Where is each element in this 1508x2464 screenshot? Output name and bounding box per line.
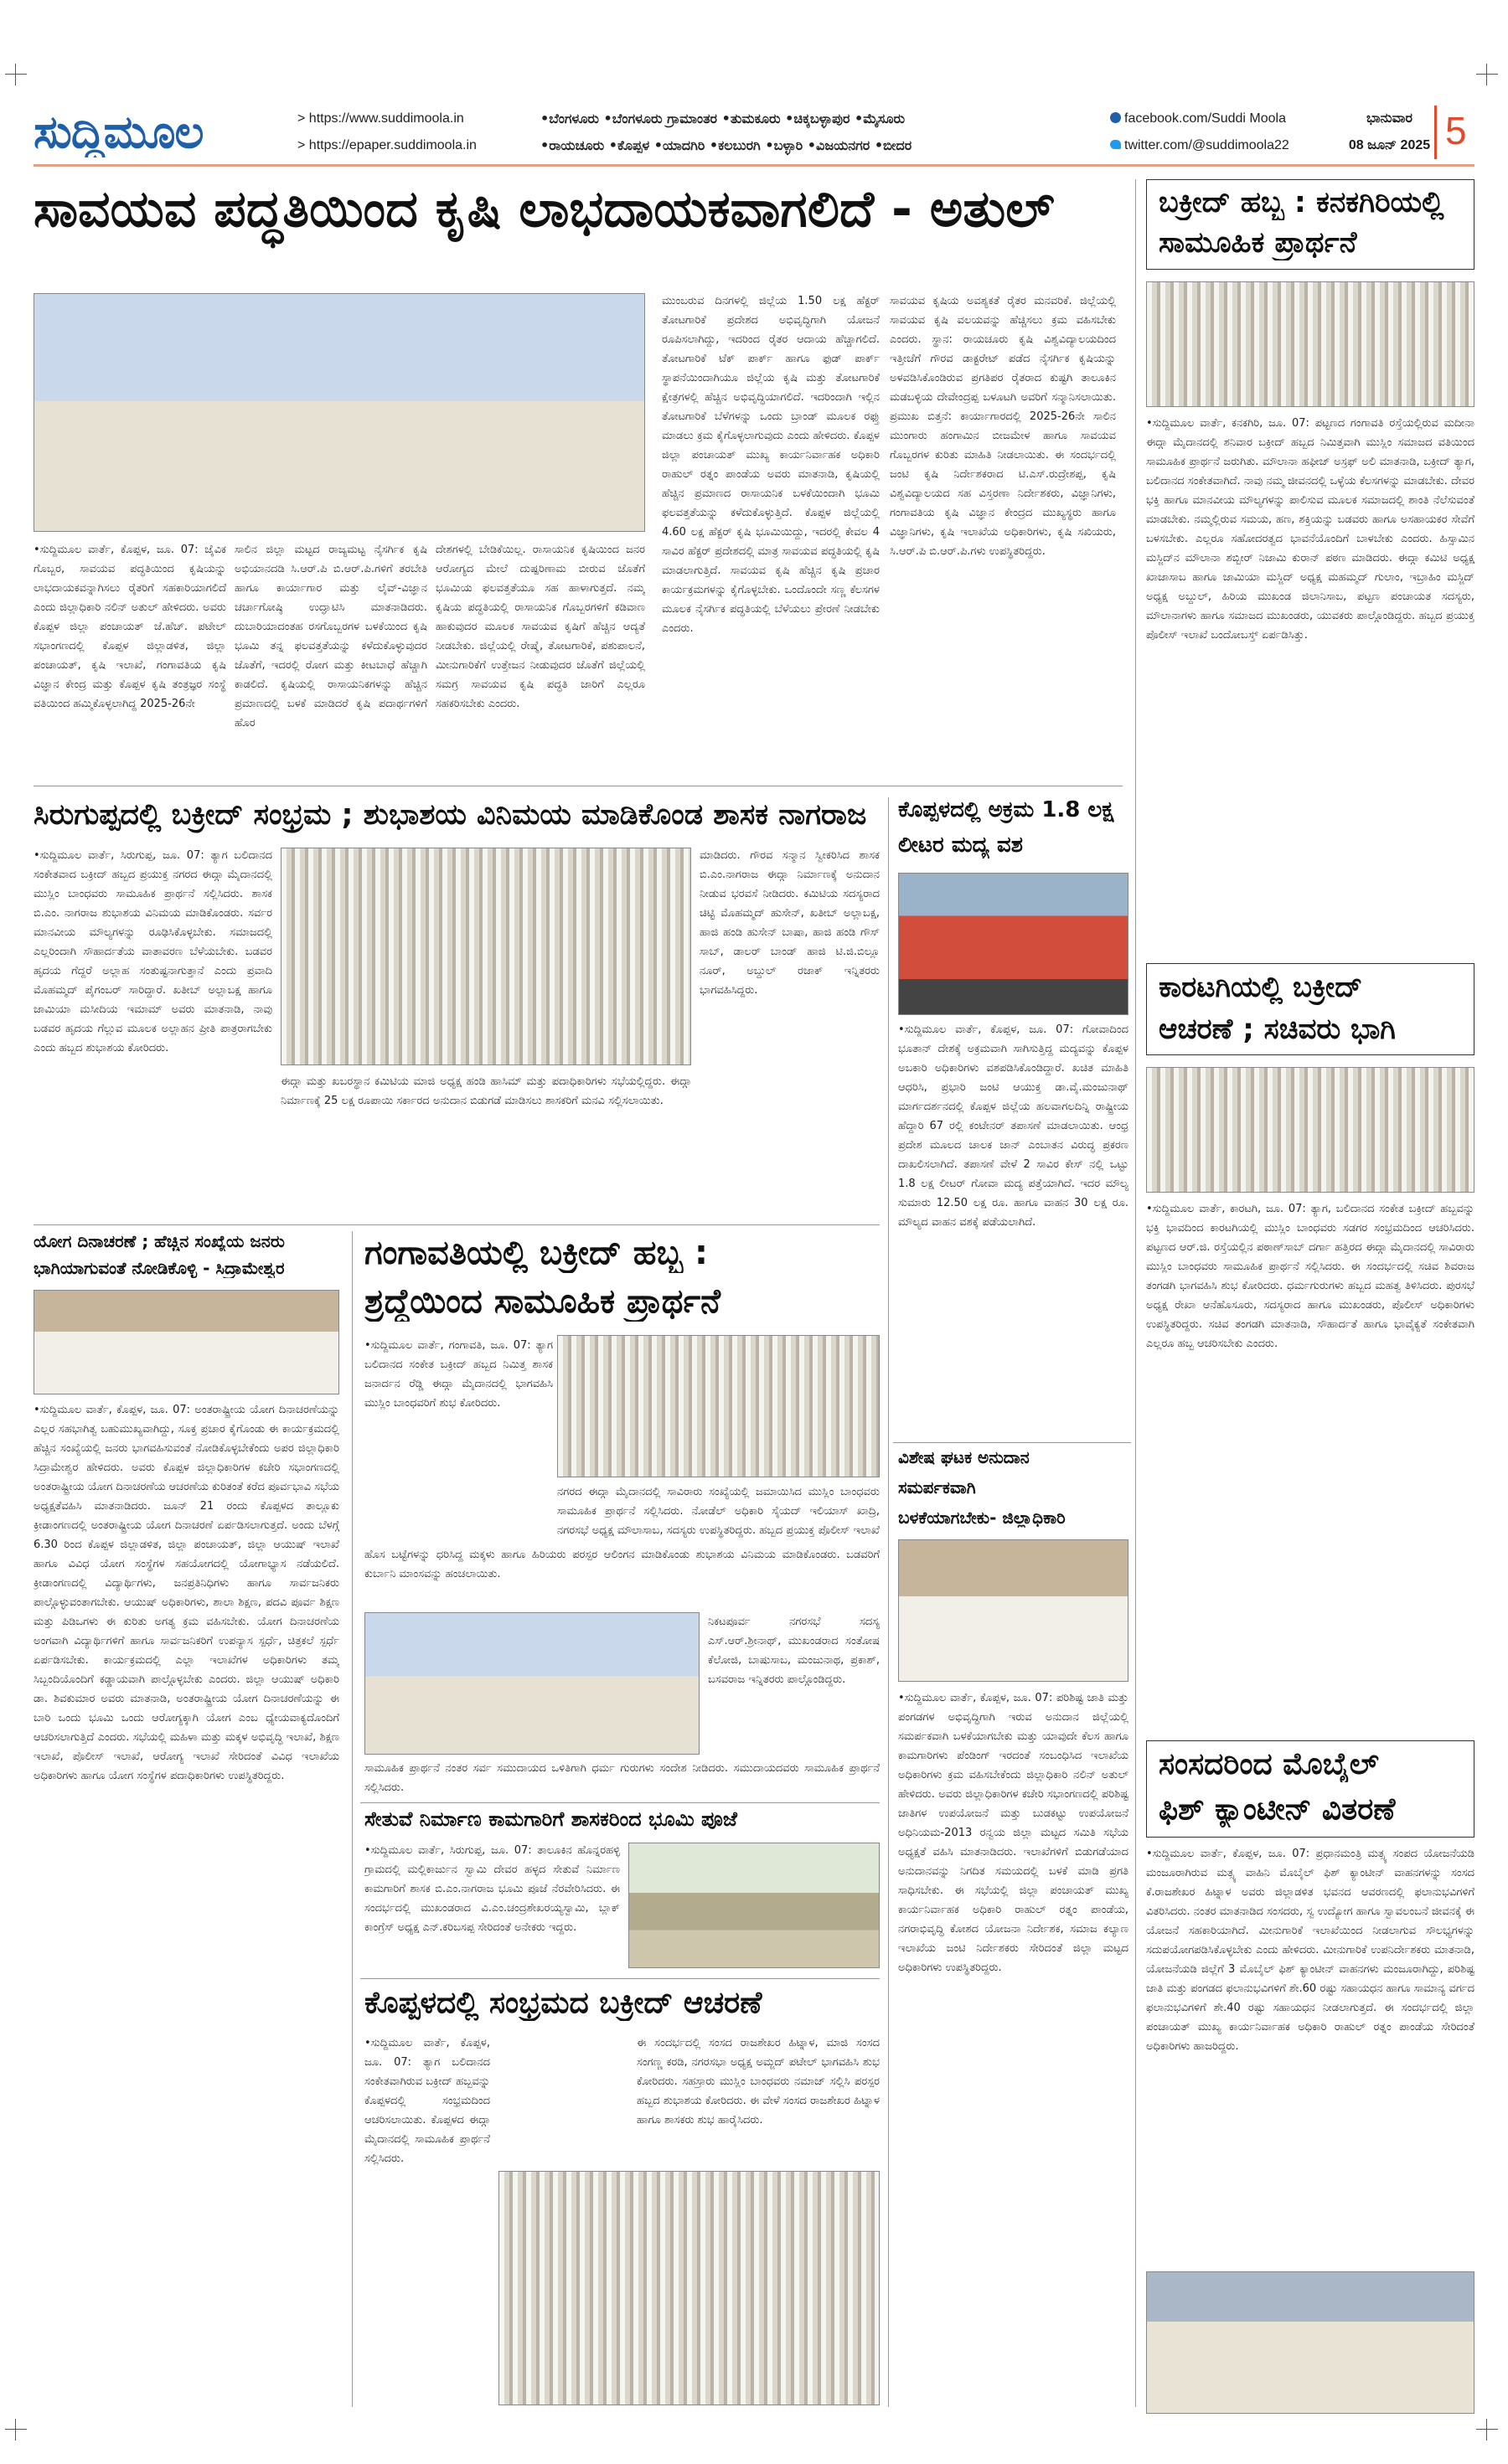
sansad-headline-box — [1146, 1740, 1474, 1838]
gangavathi-col-3: ಹೊಸ ಬಟ್ಟೆಗಳನ್ನು ಧರಿಸಿದ್ದ ಮಕ್ಕಳು ಹಾಗೂ ಹಿರಿಯರು ಪರಸ್ಪರ ಆಲಿಂಗನ ಮಾಡಿಕೊಂಡು ಶುಭಾಶಯ ವಿನಿಮಯ ಮಾಡಿಕೊಂಡರು. ಬಡವರಿಗೆ ಕುರ್ಬಾನಿ ಮಾಂಸವನ್ನು ಹಂಚಲಾಯಿತು. — [364, 1549, 880, 1580]
city-editions-row: •ರಾಯಚೂರು •ಕೊಪ್ಪಳ •ಯಾದಗಿರಿ •ಕಲಬುರಗಿ •ಬಳ್ಳಾರಿ •ವಿಜಯನಗರ •ಬೀದರ — [540, 137, 912, 153]
gangavathi-headline-2: ಶ್ರದ್ಧೆಯಿಂದ ಸಾಮೂಹಿಕ ಪ್ರಾರ್ಥನೆ — [364, 1282, 720, 1321]
gangavathi-photo-2 — [364, 1612, 700, 1755]
koppal-bakrid-headline: ಕೊಪ್ಪಳದಲ್ಲಿ ಸಂಭ್ರಮದ ಬಕ್ರೀದ್ ಆಚರಣೆ — [364, 1986, 762, 2020]
crop-mark-top-right — [1476, 64, 1498, 85]
city-editions-row: •ಬೆಂಗಳೂರು •ಬೆಂಗಳೂರು ಗ್ರಾಮಾಂತರ •ತುಮಕೂರು •ಚಿಕ್ಕಬಳ್ಳಾಪುರ •ಮೈಸೂರು — [540, 111, 906, 126]
sansad-headline: ಸಂಸದರಿಂದ ಮೊಬೈಲ್ — [1159, 1747, 1379, 1781]
issue-day: ಭಾನುವಾರ — [1366, 111, 1412, 126]
liquor-truck-photo — [898, 873, 1128, 1015]
kanakagiri-headline-box — [1146, 179, 1474, 270]
column-divider — [888, 797, 889, 2407]
issue-date-text: 08 ಜೂನ್ 2025 — [1348, 138, 1431, 152]
crop-mark-bottom-right — [1476, 2419, 1498, 2441]
vishesh-headline-3: ಬಳಕೆಯಾಗಬೇಕು- ಜಿಲ್ಲಾಧಿಕಾರಿ — [898, 1508, 1066, 1528]
page-number: 5 — [1445, 109, 1467, 152]
city-editions — [540, 106, 1077, 159]
divider — [34, 1224, 880, 1225]
newspaper-logo[interactable]: ಸುದ್ದಿಮೂಲ — [34, 107, 204, 157]
kanakagiri-body: •ಸುದ್ದಿಮೂಲ ವಾರ್ತೆ, ಕನಕಗಿರಿ, ಜೂ. 07: ಪಟ್ಟಣದ ಗಂಗಾವತಿ ರಸ್ತೆಯಲ್ಲಿರುವ ಮದೀನಾ ಈದ್ಗಾ ಮೈದಾನದಲ್ಲಿ ಶನಿವಾರ ಬಕ್ರೀದ್ ಹಬ್ಬದ ನಿಮಿತ್ತವಾಗಿ ಮುಸ್ಲಿಂ ಸಮಾಜದ ವತಿಯಿಂದ ಸಾಮೂಹಿಕ ಪ್ರಾರ್ಥನೆ ಜರುಗಿತು. ಮೌಲಾನಾ ಹಫೀಜ್ ಅಸ್ರಫ್ ಅಲಿ ಮಾತನಾಡಿ, ಬಕ್ರೀದ್ ತ್ಯಾಗ, ಬಲಿದಾನದ ಸಂಕೇತವಾಗಿದೆ. ನಾವು ನಮ್ಮ ಜೀವನದಲ್ಲಿ ಒಳ್ಳೆಯ ಕೆಲಸಗಳನ್ನು ಮಾಡಬೇಕು. ದೇವರ ಭಕ್ತಿ ಹಾಗೂ ಮಾನವೀಯ ಮೌಲ್ಯಗಳನ್ನು ಪಾಲಿಸುವ ಮೂಲಕ ಸಮಾಜದಲ್ಲಿ ಶಾಂತಿ ನೆಲೆಸುವಂತೆ ಮಾಡಬೇಕು. ನಮ್ಮಲ್ಲಿರುವ ಸಮಯ, ಹಣ, ಶಕ್ತಿಯನ್ನು ಬಡವರು ಹಾಗೂ ಅಸಹಾಯಕರ ಸೇವೆಗೆ ಬಳಸಬೇಕು. ಎಲ್ಲರೂ ಸಹೋದರತ್ವದ ಭಾವನೆಯೊಂದಿಗೆ ಬಾಳಬೇಕು ಎಂದರು. ಹಿಸ್ಸಾಮಿನ ಮಸ್ಜಿದ್‌ನ ಮೌಲಾನಾ ಶಬ್ಬೀರ್ ನಿಜಾಮಿ ಕುರಾನ್ ಪಠಣ ಮಾಡಿದರು. ಈದ್ಗಾ ಕಮಿಟಿ ಅಧ್ಯಕ್ಷ ಖಾಜಾಸಾಬ ಹಾಗೂ ಜಾಮಿಯಾ ಮಸ್ಜಿದ್ ಅಧ್ಯಕ್ಷ ಮಹಮ್ಮದ್ ಗುಲಾಂ, ಇಬ್ರಾಹಿಂ ಮಸ್ಜಿದ್ ಅಧ್ಯಕ್ಷ ಅಬ್ದುಲ್, ಹಿರಿಯ ಮುಖಂಡ ಜಿಲಾನಿಸಾಬ, ಪಟ್ಟಣ ಪಂಚಾಯತ ಸದಸ್ಯರು, ಮೌಲಾನಾಗಳು ಹಾಗೂ ಸಮಾಜದ ಮುಖಂಡರು, ಯುವಕರು ಪಾಲ್ಗೊಂಡಿದ್ದರು. ಹಬ್ಬದ ಪ್ರಯುಕ್ತ ಪೊಲೀಸ್ ಇಲಾಖೆ ಬಂದೋಬಸ್ತ್ ಏರ್ಪಡಿಸಿತ್ತು. — [1146, 417, 1474, 642]
yoga-headline: ಯೋಗ ದಿನಾಚರಣೆ ; ಹೆಚ್ಚಿನ ಸಂಖ್ಯೆಯ ಜನರು — [34, 1231, 285, 1251]
setuve-body: •ಸುದ್ದಿಮೂಲ ವಾರ್ತೆ, ಸಿರುಗುಪ್ಪ, ಜೂ. 07: ತಾಲೂಕಿನ ಹೊನ್ನರಹಳ್ಳಿ ಗ್ರಾಮದಲ್ಲಿ ಮಲ್ಲಿಕಾರ್ಜುನ ಸ್ವಾಮಿ ದೇವರ ಹಳ್ಳದ ಸೇತುವೆ ನಿರ್ಮಾಣ ಕಾಮಗಾರಿಗೆ ಶಾಸಕ ಬಿ.ಎಂ.ನಾಗರಾಜ ಭೂಮಿ ಪೂಜೆ ನೆರವೇರಿಸಿದರು. ಈ ಸಂದರ್ಭದಲ್ಲಿ ಮುಖಂಡರಾದ ವಿ.ಎಂ.ಚಂದ್ರಶೇಖರಯ್ಯಸ್ವಾಮಿ, ಬ್ಲಾಕ್ ಕಾಂಗ್ರೆಸ್ ಅಧ್ಯಕ್ಷ ಎನ್.ಕರಿಬಸಪ್ಪ ಸೇರಿದಂತೆ ಅನೇಕರು ಇದ್ದರು. — [364, 1844, 620, 1934]
main-col-3: ದೇಶಗಳಲ್ಲಿ ಬೇಡಿಕೆಯಿಲ್ಲ. ರಾಸಾಯನಿಕ ಕೃಷಿಯಿಂದ ಜನರ ಆರೋಗ್ಯದ ಮೇಲೆ ದುಷ್ಪರಿಣಾಮ ಬೀರುವ ಜೊತೆಗೆ ಭೂಮಿಯ ಫಲವತ್ತತೆಯೂ ಸಹ ಹಾಳಾಗುತ್ತದೆ. ನಮ್ಮ ಕೃಷಿಯ ಪದ್ಧತಿಯಲ್ಲಿ ರಾಸಾಯನಿಕ ಗೊಬ್ಬರಗಳಿಗೆ ಕಡಿವಾಣ ಹಾಕುವುದರ ಮೂಲಕ ಸಾವಯವ ಕೃಷಿಗೆ ಹೆಚ್ಚಿನ ಆದ್ಯತೆ ನೀಡಬೇಕು. ಜಿಲ್ಲೆಯಲ್ಲಿ ರೇಷ್ಮೆ, ತೋಟಗಾರಿಕೆ, ಪಶುಪಾಲನೆ, ಮೀನುಗಾರಿಕೆಗೆ ಉತ್ತೇಜನ ನೀಡುವುದರ ಜೊತೆಗೆ ಜಿಲ್ಲೆಯಲ್ಲಿ ಸಮಗ್ರ ಸಾವಯವ ಕೃಷಿ ಪದ್ಧತಿ ಜಾರಿಗೆ ಎಲ್ಲರೂ ಸಹಕರಿಸಬೇಕು ಎಂದರು. — [436, 544, 645, 710]
facebook-icon — [1110, 112, 1121, 123]
sansad-photo — [1146, 2271, 1474, 2414]
kanakagiri-headline: ಬಕ್ರೀದ್ ಹಬ್ಬ : ಕನಕಗಿರಿಯಲ್ಲಿ — [1159, 186, 1444, 219]
yoga-photo — [34, 1290, 339, 1394]
website-links — [297, 106, 549, 159]
liquor-headline-2: ಲೀಟರ ಮದ್ಯ ವಶ — [898, 833, 1023, 858]
divider — [893, 1442, 1131, 1443]
gangavathi-col-5: ಸಾಮೂಹಿಕ ಪ್ರಾರ್ಥನೆ ನಂತರ ಸರ್ವ ಸಮುದಾಯದ ಒಳಿತಿಗಾಗಿ ಧರ್ಮ ಗುರುಗಳು ಸಂದೇಶ ನೀಡಿದರು. ಸಮುದಾಯದವರು ಸಾಮೂಹಿಕ ಪ್ರಾರ್ಥನೆ ಸಲ್ಲಿಸಿದರು. — [364, 1762, 880, 1794]
masthead-rule — [34, 164, 1474, 167]
crop-mark-bottom-left — [5, 2419, 27, 2441]
gangavathi-col-1: •ಸುದ್ದಿಮೂಲ ವಾರ್ತೆ, ಗಂಗಾವತಿ, ಜೂ. 07: ತ್ಯಾಗ ಬಲಿದಾನದ ಸಂಕೇತ ಬಕ್ರೀದ್ ಹಬ್ಬದ ನಿಮಿತ್ತ ಶಾಸಕ ಜನಾರ್ದನ ರೆಡ್ಡಿ ಈದ್ಗಾ ಮೈದಾನದಲ್ಲಿ ಭಾಗವಹಿಸಿ ಮುಸ್ಲಿಂ ಬಾಂಧವರಿಗೆ ಶುಭ ಕೋರಿದರು. — [364, 1339, 553, 1410]
epaper-link[interactable]: > https://epaper.suddimoola.in — [297, 138, 477, 152]
website-link[interactable]: > https://www.suddimoola.in — [297, 111, 464, 126]
gangavathi-photo-1 — [557, 1335, 880, 1477]
vishesh-body: •ಸುದ್ದಿಮೂಲ ವಾರ್ತೆ, ಕೊಪ್ಪಳ, ಜೂ. 07: ಪರಿಶಿಷ್ಟ ಜಾತಿ ಮತ್ತು ಪಂಗಡಗಳ ಅಭಿವೃದ್ಧಿಗಾಗಿ ಇರುವ ಅನುದಾನ ಜಿಲ್ಲೆಯಲ್ಲಿ ಸಮರ್ಪಕವಾಗಿ ಬಳಕೆಯಾಗಬೇಕು ಮತ್ತು ಯಾವುದೇ ಕೆಲಸ ಹಾಗೂ ಕಾಮಗಾರಿಗಳು ಪೆಂಡಿಂಗ್ ಇರದಂತೆ ಸಂಬಂಧಿಸಿದ ಇಲಾಖೆಯ ಅಧಿಕಾರಿಗಳು ಕ್ರಮ ವಹಿಸಬೇಕೆಂದು ಜಿಲ್ಲಾಧಿಕಾರಿ ನಲಿನ್ ಅತುಲ್ ಹೇಳಿದರು. ಅವರು ಜಿಲ್ಲಾಧಿಕಾರಿಗಳ ಕಚೇರಿ ಸಭಾಂಗಣದಲ್ಲಿ ಪರಿಶಿಷ್ಟ ಜಾತಿಗಳ ಉಪಯೋಜನೆ ಮತ್ತು ಬುಡಕಟ್ಟು ಉಪಯೋಜನೆ ಅಧಿನಿಯಮ-2013 ರನ್ವಯ ಜಿಲ್ಲಾ ಮಟ್ಟದ ಸಮಿತಿ ಸಭೆಯ ಅಧ್ಯಕ್ಷತೆ ವಹಿಸಿ ಮಾತನಾಡಿದರು. ಇಲಾಖೆಗಳಿಗೆ ಬಿಡುಗಡೆಯಾದ ಅನುದಾನವನ್ನು ನಿಗದಿತ ಸಮಯದಲ್ಲಿ ಬಳಕೆ ಮಾಡಿ ಪ್ರಗತಿ ಸಾಧಿಸಬೇಕು. ಈ ಸಭೆಯಲ್ಲಿ ಜಿಲ್ಲಾ ಪಂಚಾಯತ್ ಮುಖ್ಯ ಕಾರ್ಯನಿರ್ವಾಹಕ ಅಧಿಕಾರಿ ರಾಹುಲ್ ರತ್ನಂ ಪಾಂಡೆಯ, ನಗರಾಭಿವೃದ್ಧಿ ಕೋಶದ ಯೋಜನಾ ನಿರ್ದೇಶಕ, ಸಮಾಜ ಕಲ್ಯಾಣ ಇಲಾಖೆಯ ಜಂಟಿ ನಿರ್ದೇಶಕರು ಸೇರಿದಂತೆ ಜಿಲ್ಲಾ ಮಟ್ಟದ ಅಧಿಕಾರಿಗಳು ಉಪಸ್ಥಿತರಿದ್ದರು. — [898, 1692, 1128, 1974]
siruguppa-col-3: ಮಾಡಿದರು. ಗೌರವ ಸನ್ಮಾನ ಸ್ವೀಕರಿಸಿದ ಶಾಸಕ ಬಿ.ಎಂ.ನಾಗರಾಜ ಈದ್ಗಾ ನಿರ್ಮಾಣಕ್ಕೆ ಅನುದಾನ ನೀಡುವ ಭರವಸೆ ನೀಡಿದರು. ಕಮಿಟಿಯ ಸದಸ್ಯರಾದ ಚಿಟ್ಟಿ ಮೊಹಮ್ಮದ್ ಹುಸೇನ್, ಖತೀಬ್ ಅಲ್ಲಾಬಕ್ಷ, ಹಾಜಿ ಹಂಡಿ ಹುಸೇನ್ ಬಾಷಾ, ಹಾಜಿ ಹಂಡಿ ಗೌಸ್ ಸಾಬ್, ಡಾಲರ್ ಬಾಂಡ್ ಹಾಜಿ ಟಿ.ಜಿ.ಬಿಲ್ಲೂ ನೂರ್, ಅಬ್ದುಲ್ ರಜಾಕ್ ಇನ್ನಿತರರು ಭಾಗವಹಿಸಿದ್ದರು. — [700, 849, 880, 997]
main-col-2: ಸಾಲಿನ ಜಿಲ್ಲಾ ಮಟ್ಟದ ರಾಜ್ಯಮಟ್ಟ ನೈಸರ್ಗಿಕ ಕೃಷಿ ಅಭಿಯಾನದಡಿ ಸಿ.ಆರ್.ಪಿ ಬಿ.ಆರ್.ಪಿ.ಗಳಿಗೆ ತರಬೇತಿ ಹಾಗೂ ಕಾರ್ಯಾಗಾರ ಮತ್ತು ಲೈವ್-ವಿಜ್ಞಾನ ಚರ್ಚಾಗೋಷ್ಠಿ ಉದ್ಘಾಟಿಸಿ ಮಾತನಾಡಿದರು. ದುಬಾರಿಯಾದಂತಹ ರಸಗೊಬ್ಬರಗಳ ಬಳಕೆಯಿಂದ ಕೃಷಿ ಭೂಮಿ ತನ್ನ ಫಲವತ್ತತೆಯನ್ನು ಕಳೆದುಕೊಳ್ಳುವುದರ ಜೊತೆಗೆ, ಇದರಲ್ಲಿ ರೋಗ ಮತ್ತು ಕೀಟಬಾಧೆ ಹೆಚ್ಚಾಗಿ ಕಾಡಲಿದೆ. ಕೃಷಿಯಲ್ಲಿ ರಾಸಾಯನಿಕಗಳನ್ನು ಹೆಚ್ಚಿನ ಪ್ರಮಾಣದಲ್ಲಿ ಬಳಕೆ ಮಾಡಿದರೆ ಕೃಷಿ ಪದಾರ್ಥಗಳಿಗೆ ಹೊರ — [235, 544, 427, 729]
karatagi-headline-box — [1146, 963, 1474, 1055]
liquor-body: •ಸುದ್ದಿಮೂಲ ವಾರ್ತೆ, ಕೊಪ್ಪಳ, ಜೂ. 07: ಗೋವಾದಿಂದ ಭೂತಾನ್ ದೇಶಕ್ಕೆ ಅಕ್ರಮವಾಗಿ ಸಾಗಿಸುತ್ತಿದ್ದ ಮದ್ಯವನ್ನು ಕೊಪ್ಪಳ ಅಬಕಾರಿ ಅಧಿಕಾರಿಗಳು ವಶಪಡಿಸಿಕೊಂಡಿದ್ದಾರೆ. ಖಚಿತ ಮಾಹಿತಿ ಆಧರಿಸಿ, ಪ್ರಭಾರಿ ಜಂಟಿ ಆಯುಕ್ತ ಡಾ.ವೈ.ಮಂಜುನಾಥ್ ಮಾರ್ಗದರ್ಶನದಲ್ಲಿ ಕೊಪ್ಪಳ ಜಿಲ್ಲೆಯ ಹಲವಾಗಲದಿನ್ನಿ ರಾಷ್ಟ್ರೀಯ ಹೆದ್ದಾರಿ 67 ರಲ್ಲಿ ಕಂಟೇನರ್ ತಪಾಸಣೆ ಮಾಡಲಾಯಿತು. ಆಂಧ್ರ ಪ್ರದೇಶ ಮೂಲದ ಚಾಲಕ ಜಾನ್ ಎಂಬಾತನ ವಿರುದ್ಧ ಪ್ರಕರಣ ದಾಖಲಿಸಲಾಗಿದೆ. ತಪಾಸಣೆ ವೇಳೆ 2 ಸಾವಿರ ಕೇಸ್ ನಲ್ಲಿ ಒಟ್ಟು 1.8 ಲಕ್ಷ ಲೀಟರ್ ಗೋವಾ ಮದ್ಯ ಪತ್ತೆಯಾಗಿದೆ. ಇದರ ಮೌಲ್ಯ ಸುಮಾರು 12.50 ಲಕ್ಷ ರೂ. ಹಾಗೂ ವಾಹನ 30 ಲಕ್ಷ ರೂ. ಮೌಲ್ಯದ ವಾಹನ ವಶಕ್ಕೆ ಪಡೆಯಲಾಗಿದೆ. — [898, 1023, 1128, 1229]
vishesh-headline: ವಿಶೇಷ ಘಟಕ ಅನುದಾನ — [898, 1447, 1030, 1467]
divider — [360, 1978, 880, 1979]
main-col-4: ಮುಂಬರುವ ದಿನಗಳಲ್ಲಿ ಜಿಲ್ಲೆಯ 1.50 ಲಕ್ಷ ಹೆಕ್ಟರ್ ತೋಟಗಾರಿಕೆ ಪ್ರದೇಶದ ಅಭಿವೃದ್ಧಿಗಾಗಿ ಯೋಜನೆ ರೂಪಿಸಲಾಗಿದ್ದು, ಇದರಿಂದ ರೈತರ ಆದಾಯ ಹೆಚ್ಚಾಗಲಿದೆ. ತೋಟಗಾರಿಕೆ ಟೆಕ್ ಪಾರ್ಕ್ ಹಾಗೂ ಫುಡ್ ಪಾರ್ಕ್ ಸ್ಥಾಪನೆಯಿಂದಾಗಿಯೂ ಜಿಲ್ಲೆಯ ಕೃಷಿ ಮತ್ತು ತೋಟಗಾರಿಕೆ ಕ್ಷೇತ್ರಗಳಲ್ಲಿ ಹೆಚ್ಚಿನ ಅಭಿವೃದ್ಧಿಯಾಗಲಿದೆ. ಇದರಿಂದಾಗಿ ಇಲ್ಲಿನ ತೋಟಗಾರಿಕೆ ಬೆಳೆಗಳನ್ನು ಒಂದು ಬ್ರಾಂಡ್ ಮೂಲಕ ರಫ್ತು ಮಾಡಲು ಕ್ರಮ ಕೈಗೊಳ್ಳಲಾಗುವುದು ಎಂದು ಹೇಳಿದರು. ಕೊಪ್ಪಳ ಜಿಲ್ಲಾ ಪಂಚಾಯತ್ ಮುಖ್ಯ ಕಾರ್ಯನಿರ್ವಾಹಕ ಅಧಿಕಾರಿ ರಾಹುಲ್ ರತ್ನಂ ಪಾಂಡೆಯ ಅವರು ಮಾತನಾಡಿ, ಕೃಷಿಯಲ್ಲಿ ಹೆಚ್ಚಿನ ಪ್ರಮಾಣದ ರಾಸಾಯನಿಕ ಬಳಕೆಯಿಂದಾಗಿ ಭೂಮಿ ಫಲವತ್ತತೆಯನ್ನು ಕಳೆದುಕೊಳ್ಳುತ್ತಿದೆ. ಕೊಪ್ಪಳ ಜಿಲ್ಲೆಯಲ್ಲಿ 4.60 ಲಕ್ಷ ಹೆಕ್ಟರ್ ಕೃಷಿ ಭೂಮಿಯಿದ್ದು, ಇದರಲ್ಲಿ ಕೇವಲ 4 ಸಾವಿರ ಹೆಕ್ಟರ್ ಪ್ರದೇಶದಲ್ಲಿ ಮಾತ್ರ ಸಾವಯವ ಪದ್ಧತಿಯಲ್ಲಿ ಕೃಷಿ ಮಾಡಲಾಗುತ್ತಿದೆ. ಸಾವಯವ ಕೃಷಿ ಹೆಚ್ಚಿನ ಕೃಷಿ ಪ್ರಚಾರ ಕಾರ್ಯಕ್ರಮಗಳನ್ನು ಕೈಗೊಳ್ಳಬೇಕು. ಒಂದೊಂದೇ ಸಣ್ಣ ಕೆಲಸಗಳ ಮೂಲಕ ನೈಸರ್ಗಿಕ ಪದ್ಧತಿಯಲ್ಲಿ ಬೆಳೆಯಲು ಪ್ರೇರಣೆ ನೀಡಬೇಕು ಎಂದರು. — [662, 295, 880, 635]
main-headline: ಸಾವಯವ ಪದ್ಧತಿಯಿಂದ ಕೃಷಿ ಲಾಭದಾಯಕವಾಗಲಿದೆ - ಅತುಲ್ — [34, 180, 1055, 239]
liquor-headline: ಕೊಪ್ಪಳದಲ್ಲಿ ಅಕ್ರಮ 1.8 ಲಕ್ಷ — [898, 797, 1114, 822]
gangavathi-headline: ಗಂಗಾವತಿಯಲ್ಲಿ ಬಕ್ರೀದ್ ಹಬ್ಬ : — [364, 1234, 709, 1272]
siruguppa-col-1: •ಸುದ್ದಿಮೂಲ ವಾರ್ತೆ, ಸಿರುಗುಪ್ಪ, ಜೂ. 07: ತ್ಯಾಗ ಬಲಿದಾನದ ಸಂಕೇತವಾದ ಬಕ್ರೀದ್ ಹಬ್ಬದ ಪ್ರಯುಕ್ತ ನಗರದ ಈದ್ಗಾ ಮೈದಾನದಲ್ಲಿ ಮುಸ್ಲಿಂ ಬಾಂಧವರು ಸಾಮೂಹಿಕ ಪ್ರಾರ್ಥನೆ ಸಲ್ಲಿಸಿದರು. ಶಾಸಕ ಬಿ.ಎಂ. ನಾಗರಾಜ ಶುಭಾಶಯ ವಿನಿಮಯ ಮಾಡಿಕೊಂಡರು. ಸರ್ವರ ಮಾನವೀಯ ಮೌಲ್ಯಗಳನ್ನು ರೂಢಿಸಿಕೊಳ್ಳಬೇಕು. ಸಮಾಜದಲ್ಲಿ ಎಲ್ಲರಿಂದಾಗಿ ಸೌಹಾರ್ದತೆಯ ವಾತಾವರಣ ಬೆಳೆಯಬೇಕು. ಬಡವರ ಹೃದಯ ಗೆದ್ದರೆ ಅಲ್ಲಾಹ ಸಂತುಷ್ಟನಾಗುತ್ತಾನೆ ಎಂದು ಪ್ರವಾದಿ ಮೊಹಮ್ಮದ್ ಪೈಗಂಬರ್ ಸಾರಿದ್ದಾರೆ. ಖತೀಬ್ ಅಲ್ಲಾಬಕ್ಷ ಹಾಗೂ ಜಾಮಿಯಾ ಮಸೀದಿಯ ಇಮಾಮ್ ಅವರು ಮಾತನಾಡಿ, ನಾವು ಬಡವರ ಹೃದಯ ಗೆಲ್ಲುವ ಮೂಲಕ ಅಲ್ಲಾಹನ ಪ್ರೀತಿ ಪಾತ್ರರಾಗಬೇಕು ಎಂದು ಹಬ್ಬದ ಶುಭಾಶಯ ಕೋರಿದರು. — [34, 849, 272, 1054]
twitter-link[interactable]: twitter.com/@suddimoola22 — [1124, 138, 1289, 152]
siruguppa-photo — [281, 848, 691, 1065]
koppal-bakrid-photo — [498, 2171, 880, 2405]
yoga-body: •ಸುದ್ದಿಮೂಲ ವಾರ್ತೆ, ಕೊಪ್ಪಳ, ಜೂ. 07: ಅಂತರಾಷ್ಟ್ರೀಯ ಯೋಗ ದಿನಾಚರಣೆಯನ್ನು ಎಲ್ಲರ ಸಹಭಾಗಿತ್ವ ಬಹುಮುಖ್ಯವಾಗಿದ್ದು, ಸೂಕ್ತ ಪ್ರಚಾರ ಕೈಗೊಂಡು ಈ ಕಾರ್ಯಕ್ರಮದಲ್ಲಿ ಹೆಚ್ಚಿನ ಸಂಖ್ಯೆಯಲ್ಲಿ ಜನರು ಭಾಗವಹಿಸುವಂತೆ ನೋಡಿಕೊಳ್ಳಬೇಕೆಂದು ಅಪರ ಜಿಲ್ಲಾಧಿಕಾರಿ ಸಿದ್ರಾಮೇಶ್ವರ ಹೇಳಿದರು. ಅವರು ಕೊಪ್ಪಳ ಜಿಲ್ಲಾಧಿಕಾರಿಗಳ ಕಚೇರಿ ಸಭಾಂಗಣದಲ್ಲಿ ಅಂತರಾಷ್ಟ್ರೀಯ ಯೋಗ ದಿನಾಚರಣೆಯ ಆಚರಣೆಯ ಕುರಿತಂತೆ ಕರೆದ ಪೂರ್ವಭಾವಿ ಸಭೆಯ ಅಧ್ಯಕ್ಷತೆವಹಿಸಿ ಮಾತನಾಡಿದರು. ಜೂನ್ 21 ರಂದು ಕೊಪ್ಪಳದ ತಾಲ್ಲೂಕು ಕ್ರೀಡಾಂಗಣದಲ್ಲಿ ಅಂತರಾಷ್ಟ್ರೀಯ ಯೋಗ ದಿನಾಚರಣೆ ಏರ್ಪಡಿಸಲಾಗುತ್ತದೆ. ಅಂದು ಬೆಳಗ್ಗೆ 6.30 ರಿಂದ ಕೊಪ್ಪಳ ಜಿಲ್ಲಾಡಳಿತ, ಜಿಲ್ಲಾ ಪಂಚಾಯತ್, ಜಿಲ್ಲಾ ಆಯುಷ್ ಇಲಾಖೆ ಹಾಗೂ ವಿವಿಧ ಯೋಗ ಸಂಸ್ಥೆಗಳ ಸಹಯೋಗದಲ್ಲಿ ಯೋಗಾಭ್ಯಾಸ ನಡೆಯಲಿದೆ. ಕ್ರೀಡಾಂಗಣದಲ್ಲಿ ವಿದ್ಯಾರ್ಥಿಗಳು, ಜನಪ್ರತಿನಿಧಿಗಳು ಹಾಗೂ ಸಾರ್ವಜನಿಕರು ಪಾಲ್ಗೊಳ್ಳುವಂತಾಗಬೇಕು. ಆಯುಷ್ ಅಧಿಕಾರಿಗಳು, ಶಾಲಾ ಶಿಕ್ಷಣ, ಪದವಿ ಪೂರ್ವ ಶಿಕ್ಷಣ ಮತ್ತು ಪಿಡಿಒಗಳು ಈ ಕುರಿತು ಅಗತ್ಯ ಕ್ರಮ ವಹಿಸಬೇಕು. ಯೋಗ ದಿನಾಚರಣೆಯ ಅಂಗವಾಗಿ ವಿದ್ಯಾರ್ಥಿಗಳಿಗೆ ಹಾಗೂ ಸಾರ್ವಜನಿಕರಿಗೆ ಉಪನ್ಯಾಸ ಸ್ಪರ್ಧೆ, ಚಿತ್ರಕಲೆ ಸ್ಪರ್ಧೆ ಏರ್ಪಡಿಸಬೇಕು. ಕಾರ್ಯಕ್ರಮದಲ್ಲಿ ಎಲ್ಲಾ ಇಲಾಖೆಗಳ ಅಧಿಕಾರಿಗಳು ತಮ್ಮ ಸಿಬ್ಬಂದಿಯೊಂದಿಗೆ ಕಡ್ಡಾಯವಾಗಿ ಪಾಲ್ಗೊಳ್ಳಬೇಕು ಎಂದರು. ಜಿಲ್ಲಾ ಆಯುಷ್ ಅಧಿಕಾರಿ ಡಾ. ಶಿವಕುಮಾರ ಅವರು ಮಾತನಾಡಿ, ಅಂತರಾಷ್ಟ್ರೀಯ ಯೋಗ ದಿನಾಚರಣೆಯನ್ನು ಈ ಬಾರಿ ಒಂದು ಭೂಮಿ ಒಂದು ಆರೋಗ್ಯಕ್ಕಾಗಿ ಯೋಗ ಎಂಬ ಧ್ಯೇಯವಾಕ್ಯದೊಂದಿಗೆ ಆಚರಿಸಲಾಗುತ್ತಿದೆ ಎಂದರು. ಸಭೆಯಲ್ಲಿ ಮಹಿಳಾ ಮತ್ತು ಮಕ್ಕಳ ಅಭಿವೃದ್ಧಿ ಇಲಾಖೆ, ಶಿಕ್ಷಣ ಇಲಾಖೆ, ಪೊಲೀಸ್ ಇಲಾಖೆ, ಆರೋಗ್ಯ ಇಲಾಖೆ ಸೇರಿದಂತೆ ವಿವಿಧ ಇಲಾಖೆಯ ಅಧಿಕಾರಿಗಳು ಹಾಗೂ ಯೋಗ ಸಂಸ್ಥೆಗಳ ಪದಾಧಿಕಾರಿಗಳು ಉಪಸ್ಥಿತರಿದ್ದರು. — [34, 1404, 339, 1782]
siruguppa-headline: ಸಿರುಗುಪ್ಪದಲ್ಲಿ ಬಕ್ರೀದ್ ಸಂಭ್ರಮ ; ಶುಭಾಶಯ ವಿನಿಮಯ ಮಾಡಿಕೊಂಡ ಶಾಸಕ ನಾಗರಾಜ — [34, 798, 867, 832]
vishesh-photo — [898, 1539, 1128, 1682]
siruguppa-col-2: ಈದ್ಗಾ ಮತ್ತು ಖಬರಸ್ಥಾನ ಕಮಿಟಿಯ ಮಾಜಿ ಅಧ್ಯಕ್ಷ ಹಂಡಿ ಹಾಸಿಮ್ ಮತ್ತು ಪದಾಧಿಕಾರಿಗಳು ಸಭೆಯಲ್ಲಿದ್ದರು. ಈದ್ಗಾ ನಿರ್ಮಾಣಕ್ಕೆ 25 ಲಕ್ಷ ರೂಪಾಯಿ ಸರ್ಕಾರದ ಅನುದಾನ ಬಿಡುಗಡೆ ಮಾಡಿಸಲು ಶಾಸಕರಿಗೆ ಮನವಿ ಸಲ್ಲಿಸಲಾಯಿತು. — [281, 1075, 691, 1107]
main-photo — [34, 293, 645, 532]
divider — [360, 1802, 880, 1803]
karatagi-photo — [1146, 1067, 1474, 1193]
karatagi-headline-2: ಆಚರಣೆ ; ಸಚಿವರು ಭಾಗಿ — [1159, 1013, 1396, 1046]
sansad-body: •ಸುದ್ದಿಮೂಲ ವಾರ್ತೆ, ಕೊಪ್ಪಳ, ಜೂ. 07: ಪ್ರಧಾನಮಂತ್ರಿ ಮತ್ಸ್ಯ ಸಂಪದ ಯೋಜನೆಯಡಿ ಮಂಜೂರಾಗಿರುವ ಮತ್ಸ್ಯ ವಾಹಿನಿ ಮೊಬೈಲ್ ಫಿಶ್ ಕ್ಯಾಂಟೀನ್ ವಾಹನಗಳನ್ನು ಸಂಸದ ಕೆ.ರಾಜಶೇಖರ ಹಿಟ್ನಾಳ ಅವರು ಜಿಲ್ಲಾಡಳಿತ ಭವನದ ಆವರಣದಲ್ಲಿ ಫಲಾನುಭವಿಗಳಿಗೆ ವಿತರಿಸಿದರು. ನಂತರ ಮಾತನಾಡಿದ ಸಂಸದರು, ಸ್ವ ಉದ್ಯೋಗ ಹಾಗೂ ಸ್ವಾವಲಂಬನೆ ಜೀವನಕ್ಕೆ ಈ ಯೋಜನೆ ಸಹಕಾರಿಯಾಗಿದೆ. ಮೀನುಗಾರಿಕೆ ಇಲಾಖೆಯಿಂದ ನೀಡಲಾಗುವ ಸೌಲಭ್ಯಗಳನ್ನು ಸದುಪಯೋಗಪಡಿಸಿಕೊಳ್ಳಬೇಕು ಎಂದು ಹೇಳಿದರು. ಮೀನುಗಾರಿಕೆ ಉಪನಿರ್ದೇಶಕರು ಮಾತನಾಡಿ, ಯೋಜನೆಯಡಿ ಜಿಲ್ಲೆಗೆ 3 ಮೊಬೈಲ್ ಫಿಶ್ ಕ್ಯಾಂಟೀನ್ ವಾಹನಗಳು ಮಂಜೂರಾಗಿದ್ದು, ಪರಿಶಿಷ್ಟ ಜಾತಿ ಮತ್ತು ಪಂಗಡದ ಫಲಾನುಭವಿಗಳಿಗೆ ಶೇ.60 ರಷ್ಟು ಸಹಾಯಧನ ಹಾಗೂ ಸಾಮಾನ್ಯ ವರ್ಗದ ಫಲಾನುಭವಿಗಳಿಗೆ ಶೇ.40 ರಷ್ಟು ಸಹಾಯಧನ ನೀಡಲಾಗುತ್ತದೆ. ಈ ಸಂದರ್ಭದಲ್ಲಿ ಜಿಲ್ಲಾ ಪಂಚಾಯತ್ ಮುಖ್ಯ ಕಾರ್ಯನಿರ್ವಾಹಕ ಅಧಿಕಾರಿ ರಾಹುಲ್ ರತ್ನಂ ಪಾಂಡೆಯ ಸೇರಿದಂತೆ ಅಧಿಕಾರಿಗಳು ಹಾಜರಿದ್ದರು. — [1146, 1848, 1474, 2053]
social-links — [1110, 106, 1320, 159]
kanakagiri-headline-2: ಸಾಮೂಹಿಕ ಪ್ರಾರ್ಥನೆ — [1159, 226, 1357, 260]
vishesh-headline-2: ಸಮರ್ಪಕವಾಗಿ — [898, 1477, 976, 1497]
setuve-headline: ಸೇತುವೆ ನಿರ್ಮಾಣ ಕಾಮಗಾರಿಗೆ ಶಾಸಕರಿಂದ ಭೂಮಿ ಪೂಜೆ — [364, 1807, 737, 1831]
kanakagiri-photo — [1146, 281, 1474, 407]
karatagi-body: •ಸುದ್ದಿಮೂಲ ವಾರ್ತೆ, ಕಾರಟಗಿ, ಜೂ. 07: ತ್ಯಾಗ, ಬಲಿದಾನದ ಸಂಕೇತ ಬಕ್ರೀದ್ ಹಬ್ಬವನ್ನು ಭಕ್ತಿ ಭಾವದಿಂದ ಕಾರಟಗಿಯಲ್ಲಿ ಮುಸ್ಲಿಂ ಬಾಂಧವರು ಸಡಗರ ಸಂಭ್ರಮದಿಂದ ಆಚರಿಸಿದರು. ಪಟ್ಟಣದ ಆರ್.ಜಿ. ರಸ್ತೆಯಲ್ಲಿನ ಪಠಾಣ್‌ಸಾಬ್ ದರ್ಗಾ ಹತ್ತಿರದ ಈದ್ಗಾ ಮೈದಾನದಲ್ಲಿ ಸಾವಿರಾರು ಮುಸ್ಲಿಂ ಬಾಂಧವರು ಸಾಮೂಹಿಕ ಪ್ರಾರ್ಥನೆ ಸಲ್ಲಿಸಿದರು. ಈ ಸಂದರ್ಭದಲ್ಲಿ ಸಚಿವ ಶಿವರಾಜ ತಂಗಡಗಿ ಭಾಗವಹಿಸಿ ಶುಭ ಕೋರಿದರು. ಧರ್ಮಗುರುಗಳು ಹಬ್ಬದ ಮಹತ್ವ ತಿಳಿಸಿದರು. ಪುರಸಭೆ ಅಧ್ಯಕ್ಷ ರೇಖಾ ಆನೆಹೊಸೂರು, ಸದಸ್ಯರಾದ ಹಾಗೂ ಮುಖಂಡರು, ಪೊಲೀಸ್ ಅಧಿಕಾರಿಗಳು ಉಪಸ್ಥಿತರಿದ್ದರು. ಸಚಿವ ತಂಗಡಗಿ ಮಾತನಾಡಿ, ಸೌಹಾರ್ದತೆ ಹಾಗೂ ಭಾವೈಕ್ಯತೆ ಸಂಕೇತವಾಗಿ ಎಲ್ಲರೂ ಹಬ್ಬ ಆಚರಿಸಬೇಕು ಎಂದರು. — [1146, 1203, 1474, 1350]
koppal-bakrid-col-1: •ಸುದ್ದಿಮೂಲ ವಾರ್ತೆ, ಕೊಪ್ಪಳ, ಜೂ. 07: ತ್ಯಾಗ ಬಲಿದಾನದ ಸಂಕೇತವಾಗಿರುವ ಬಕ್ರೀದ್ ಹಬ್ಬವನ್ನು ಕೊಪ್ಪಳದಲ್ಲಿ ಸಂಭ್ರಮದಿಂದ ಆಚರಿಸಲಾಯಿತು. ಕೊಪ್ಪಳದ ಈದ್ಗಾ ಮೈದಾನದಲ್ಲಿ ಸಾಮೂಹಿಕ ಪ್ರಾರ್ಥನೆ ಸಲ್ಲಿಸಿದರು. — [364, 2037, 490, 2165]
crop-mark-top-left — [5, 64, 27, 85]
setuve-photo — [628, 1843, 880, 1968]
gangavathi-col-2: ನಗರದ ಈದ್ಗಾ ಮೈದಾನದಲ್ಲಿ ಸಾವಿರಾರು ಸಂಖ್ಯೆಯಲ್ಲಿ ಜಮಾಯಿಸಿದ ಮುಸ್ಲಿಂ ಬಾಂಧವರು ಸಾಮೂಹಿಕ ಪ್ರಾರ್ಥನೆ ಸಲ್ಲಿಸಿದರು. ನೋಡೆಲ್ ಅಧಿಕಾರಿ ಸೈಯದ್ ಇಲಿಯಾಸ್ ಖಾದ್ರಿ, ನಗರಸಭೆ ಅಧ್ಯಕ್ಷ ಮೌಲಾಸಾಬ, ಸದಸ್ಯರು ಉಪಸ್ಥಿತರಿದ್ದರು. ಹಬ್ಬದ ಪ್ರಯುಕ್ತ ಪೊಲೀಸ್ ಇಲಾಖೆ — [557, 1486, 880, 1537]
column-divider — [1135, 179, 1136, 2407]
facebook-link[interactable]: facebook.com/Suddi Moola — [1124, 111, 1286, 126]
sansad-headline-2: ಫಿಶ್ ಕ್ಯಾಂಟೀನ್ ವಿತರಣೆ — [1159, 1792, 1396, 1827]
koppal-bakrid-col-2: ಈ ಸಂದರ್ಭದಲ್ಲಿ ಸಂಸದ ರಾಜಶೇಖರ ಹಿಟ್ನಾಳ, ಮಾಜಿ ಸಂಸದ ಸಂಗಣ್ಣ ಕರಡಿ, ನಗರಸಭಾ ಅಧ್ಯಕ್ಷ ಅಮ್ಜದ್ ಪಟೇಲ್ ಭಾಗವಹಿಸಿ ಶುಭ ಕೋರಿದರು. ಸಹಸ್ರಾರು ಮುಸ್ಲಿಂ ಬಾಂಧವರು ನಮಾಜ್ ಸಲ್ಲಿಸಿ ಪರಸ್ಪರ ಹಬ್ಬದ ಶುಭಾಶಯ ಕೋರಿದರು. ಈ ವೇಳೆ ಸಂಸದ ರಾಜಶೇಖರ ಹಿಟ್ನಾಳ ಹಾಗೂ ಶಾಸಕರು ಶುಭ ಹಾರೈಸಿದರು. — [637, 2037, 880, 2126]
karatagi-headline: ಕಾರಟಗಿಯಲ್ಲಿ ಬಕ್ರೀದ್ — [1159, 971, 1363, 1004]
gangavathi-col-4: ನಿಕಟಪೂರ್ವ ನಗರಸಭೆ ಸದಸ್ಯ ಎಸ್.ಆರ್.ಶ್ರೀನಾಥ್, ಮುಖಂಡರಾದ ಸಂತೋಷ ಕೆಲೋಜಿ, ಬಾಷುಸಾಬ, ಮಂಜುನಾಥ, ಪ್ರಕಾಶ್, ಬಸವರಾಜ ಇನ್ನಿತರರು ಪಾಲ್ಗೊಂಡಿದ್ದರು. — [708, 1616, 880, 1686]
yoga-headline-2: ಭಾಗಿಯಾಗುವಂತೆ ನೋಡಿಕೊಳ್ಳಿ - ಸಿದ್ರಾಮೇಶ್ವರ — [34, 1258, 285, 1278]
main-col-5: ಸಾವಯವ ಕೃಷಿಯ ಅವಶ್ಯಕತೆ ರೈತರ ಮನವರಿಕೆ. ಜಿಲ್ಲೆಯಲ್ಲಿ ಸಾವಯವ ಕೃಷಿ ವಲಯವನ್ನು ಹೆಚ್ಚಿಸಲು ಕ್ರಮ ವಹಿಸಬೇಕು ಎಂದರು. ಸ್ಥಾನ: ರಾಯಚೂರು ಕೃಷಿ ವಿಶ್ವವಿದ್ಯಾಲಯದಿಂದ ಇತ್ತೀಚೆಗೆ ಗೌರವ ಡಾಕ್ಟರೇಟ್ ಪಡೆದ ನೈಸರ್ಗಿಕ ಕೃಷಿಯನ್ನು ಅಳವಡಿಸಿಕೊಂಡಿರುವ ಪ್ರಗತಿಪರ ರೈತರಾದ ಕುಷ್ಟಗಿ ತಾಲೂಕಿನ ಮಡಬಳ್ಳಿಯ ದೇವೇಂದ್ರಪ್ಪ ಬಳೂಟಗಿ ಅವರಿಗೆ ಸನ್ಮಾನಿಸಲಾಯಿತು. ಪ್ರಮುಖ ಬಿತ್ತನೆ: ಕಾರ್ಯಾಗಾರದಲ್ಲಿ 2025-26ನೇ ಸಾಲಿನ ಮುಂಗಾರು ಹಂಗಾಮಿನ ಬೀಜಮೇಳ ಹಾಗೂ ಸಾವಯವ ಗೊಬ್ಬರಗಳ ಕುರಿತು ಮಾಹಿತಿ ನೀಡಲಾಯಿತು. ಈ ಸಂದರ್ಭದಲ್ಲಿ ಜಂಟಿ ಕೃಷಿ ನಿರ್ದೇಶಕರಾದ ಟಿ.ಎಸ್.ರುದ್ರೇಶಪ್ಪ, ಕೃಷಿ ವಿಶ್ವವಿದ್ಯಾಲಯದ ಸಹ ವಿಸ್ತರಣಾ ನಿರ್ದೇಶಕರು, ವಿಜ್ಞಾನಿಗಳು, ಗಂಗಾವತಿಯ ಕೃಷಿ ವಿಜ್ಞಾನ ಕೇಂದ್ರದ ಮುಖ್ಯಸ್ಥರು ಹಾಗೂ ವಿಜ್ಞಾನಿಗಳು, ಕೃಷಿ ಇಲಾಖೆಯ ಅಧಿಕಾರಿಗಳು, ಕೃಷಿ ಸಖಿಯರು, ಸಿ.ಆರ್.ಪಿ ಬಿ.ಆರ್.ಪಿ.ಗಳು ಉಪಸ್ಥಿತರಿದ್ದರು. — [890, 295, 1116, 558]
column-divider — [352, 1231, 353, 2407]
issue-date — [1345, 106, 1437, 159]
main-col-1: •ಸುದ್ದಿಮೂಲ ವಾರ್ತೆ, ಕೊಪ್ಪಳ, ಜೂ. 07: ಜೈವಿಕ ಗೊಬ್ಬರ, ಸಾವಯವ ಪದ್ಧತಿಯಿಂದ ಕೃಷಿಯನ್ನು ಲಾಭದಾಯಕವನ್ನಾಗಿಸಲು ರೈತರಿಗೆ ಸಹಕಾರಿಯಾಗಲಿದೆ ಎಂದು ಜಿಲ್ಲಾಧಿಕಾರಿ ನಲಿನ್ ಅತುಲ್ ಹೇಳಿದರು. ಅವರು ಕೊಪ್ಪಳ ಜಿಲ್ಲಾ ಪಂಚಾಯತ್ ಜೆ.ಹೆಚ್. ಪಟೇಲ್ ಸಭಾಂಗಣದಲ್ಲಿ ಕೊಪ್ಪಳ ಜಿಲ್ಲಾಡಳಿತ, ಜಿಲ್ಲಾ ಪಂಚಾಯತ್, ಕೃಷಿ ಇಲಾಖೆ, ಗಂಗಾವತಿಯ ಕೃಷಿ ವಿಜ್ಞಾನ ಕೇಂದ್ರ ಮತ್ತು ಕೊಪ್ಪಳ ಕೃಷಿ ತಂತ್ರಜ್ಞರ ಸಂಸ್ಥೆ ವತಿಯಿಂದ ಹಮ್ಮಿಕೊಳ್ಳಲಾಗಿದ್ದ 2025-26ನೇ — [34, 544, 226, 710]
twitter-icon — [1110, 140, 1121, 149]
masthead — [34, 101, 1474, 168]
